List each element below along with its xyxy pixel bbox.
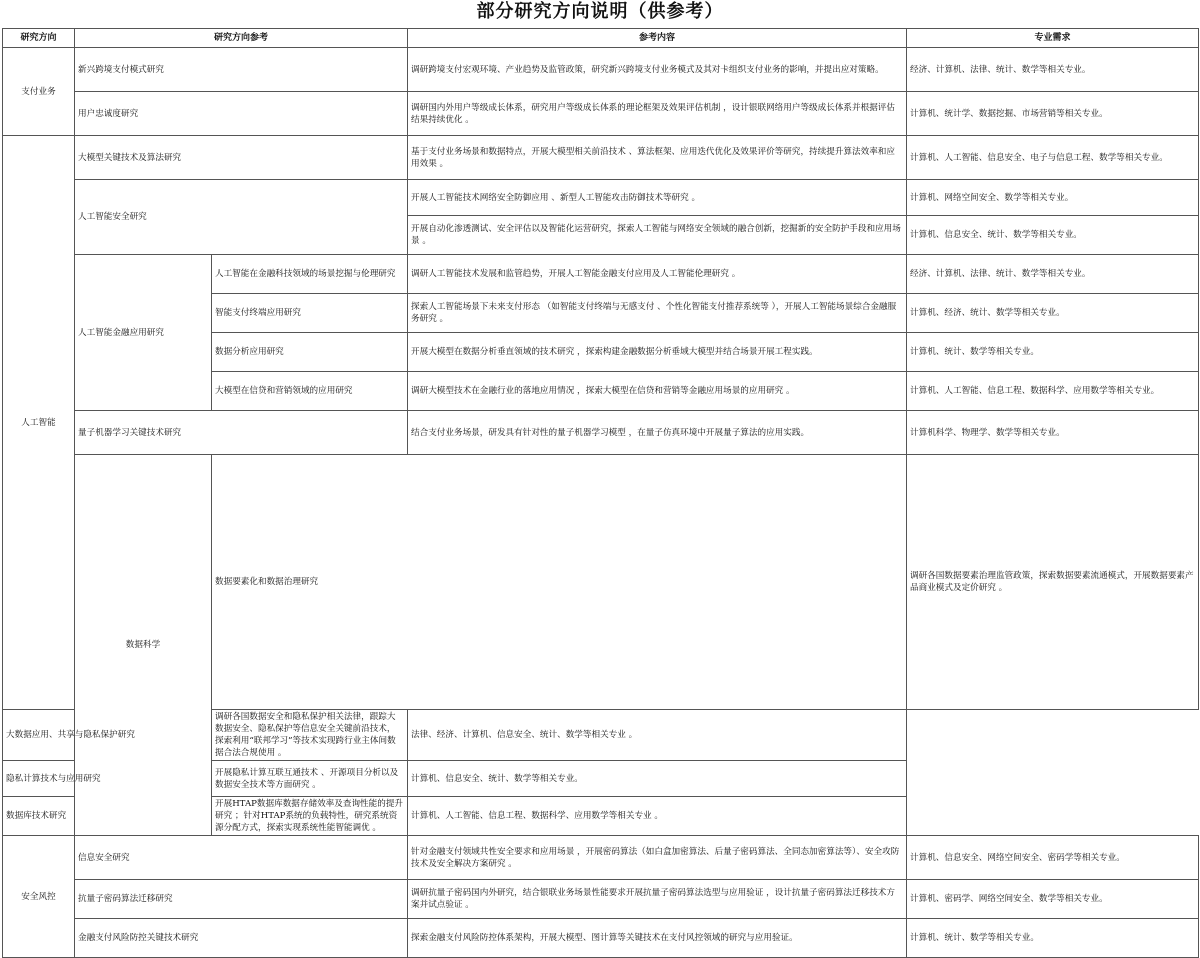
topic-cell: 数据要素化和数据治理研究: [212, 455, 907, 710]
topic-cell: 用户忠诚度研究: [75, 92, 408, 136]
content-cell: 调研各国数据要素治理监管政策，探索数据要素流通模式，开展数据要素产品商业模式及定价研究 。: [907, 455, 1199, 710]
content-cell: 探索人工智能场景下未来支付形态 （如智能支付终端与无感支付 、个性化智能支付推荐系统等 ），开展人工智能场景综合金融服务研究 。: [408, 294, 907, 333]
major-cell: 计算机、信息安全、统计、数学等相关专业。: [408, 761, 907, 797]
major-cell: 计算机、人工智能、信息安全、电子与信息工程、数学等相关专业。: [907, 136, 1199, 180]
direction-cell: 数据科学: [75, 455, 212, 836]
content-cell: 针对金融支付领域共性安全要求和应用场景 ，开展密码算法（如白盒加密算法、后量子密码算法、全同态加密算法等）、安全攻防技术及安全解决方案研究 。: [408, 836, 907, 880]
research-table: [2, 28, 1199, 958]
content-cell: 调研抗量子密码国内外研究，结合银联业务场景性能要求开展抗量子密码算法选型与应用验证 ，设计抗量子密码算法迁移技术方案并试点验证 。: [408, 880, 907, 919]
content-cell: 调研大模型技术在金融行业的落地应用情况 ，探索大模型在信贷和营销等金融应用场景的应用研究 。: [408, 372, 907, 411]
topic-cell: 人工智能金融应用研究: [75, 255, 212, 411]
topic-cell: 人工智能安全研究: [75, 180, 408, 255]
content-cell: 开展自动化渗透测试、安全评估以及智能化运营研究，探索人工智能与网络安全领域的融合创新，挖掘新的安全防护手段和应用场景 。: [408, 216, 907, 255]
table-row: [3, 411, 1199, 455]
table-row: [3, 710, 1199, 761]
table-row: [3, 255, 1199, 294]
topic-cell: 量子机器学习关键技术研究: [75, 411, 408, 455]
subtopic-cell: 大模型在信贷和营销领域的应用研究: [212, 372, 408, 411]
topic-cell: 数据库技术研究: [3, 797, 212, 836]
table-row: [3, 761, 1199, 797]
topic-cell: 抗量子密码算法迁移研究: [75, 880, 408, 919]
content-cell: 探索金融支付风险防控体系架构，开展大模型、图计算等关键技术在支付风控领域的研究与应用验证。: [408, 919, 907, 958]
header-direction: 研究方向: [3, 29, 75, 48]
direction-cell: 人工智能: [3, 136, 75, 710]
table-row: [3, 48, 1199, 92]
subtopic-cell: 数据分析应用研究: [212, 333, 408, 372]
header-row: [3, 29, 1199, 48]
major-cell: 计算机、统计学、数据挖掘、市场营销等相关专业。: [907, 92, 1199, 136]
content-cell: 调研人工智能技术发展和监管趋势，开展人工智能金融支付应用及人工智能伦理研究 。: [408, 255, 907, 294]
content-cell: 调研各国数据安全和隐私保护相关法律，跟踪大数据安全、隐私保护等信息安全关键前沿技术，探索利用“联邦学习”等技术实现跨行业主体间数据合法合规使用 。: [212, 710, 408, 761]
content-cell: 调研国内外用户等级成长体系，研究用户等级成长体系的理论框架及效果评估机制 ，设计银联网络用户等级成长体系并根据评估结果持续优化 。: [408, 92, 907, 136]
subtopic-cell: 智能支付终端应用研究: [212, 294, 408, 333]
content-cell: 结合支付业务场景，研发具有针对性的量子机器学习模型 ，在量子仿真环境中开展量子算法的应用实践。: [408, 411, 907, 455]
table-row: [3, 880, 1199, 919]
major-cell: 计算机、人工智能、信息工程、数据科学、应用数学等相关专业 。: [408, 797, 907, 836]
major-cell: 计算机、经济、统计、数学等相关专业。: [907, 294, 1199, 333]
major-cell: 法律、经济、计算机、信息安全、统计、数学等相关专业 。: [408, 710, 907, 761]
topic-cell: 隐私计算技术与应用研究: [3, 761, 212, 797]
topic-cell: 新兴跨境支付模式研究: [75, 48, 408, 92]
header-major: 专业需求: [907, 29, 1199, 48]
content-cell: 开展大模型在数据分析垂直领域的技术研究 ，探索构建金融数据分析垂域大模型并结合场景开展工程实践。: [408, 333, 907, 372]
topic-cell: 信息安全研究: [75, 836, 408, 880]
table-row: [3, 919, 1199, 958]
table-row: [3, 180, 1199, 216]
direction-cell: 支付业务: [3, 48, 75, 136]
content-cell: 基于支付业务场景和数据特点，开展大模型相关前沿技术 、算法框架、应用迭代优化及效果评价等研究，持续提升算法效率和应用效果 。: [408, 136, 907, 180]
major-cell: 计算机科学、物理学、数学等相关专业。: [907, 411, 1199, 455]
content-cell: 开展HTAP数据库数据存储效率及查询性能的提升研究 ；针对HTAP系统的负载特性，研究系统资源分配方式，探索实现系统性能智能调优 。: [212, 797, 408, 836]
table-row: [3, 455, 1199, 710]
major-cell: 计算机、密码学、网络空间安全、数学等相关专业。: [907, 880, 1199, 919]
content-cell: 开展人工智能技术网络安全防御应用 、新型人工智能攻击防御技术等研究 。: [408, 180, 907, 216]
header-topic: 研究方向参考: [75, 29, 408, 48]
major-cell: 计算机、网络空间安全、数学等相关专业。: [907, 180, 1199, 216]
table-row: [3, 797, 1199, 836]
table-row: [3, 92, 1199, 136]
page-title: 部分研究方向说明（供参考）: [476, 1, 724, 22]
topic-cell: 大模型关键技术及算法研究: [75, 136, 408, 180]
major-cell: 经济、计算机、法律、统计、数学等相关专业。: [907, 48, 1199, 92]
table-row: [3, 836, 1199, 880]
subtopic-cell: 人工智能在金融科技领域的场景挖掘与伦理研究: [212, 255, 408, 294]
major-cell: 计算机、统计、数学等相关专业。: [907, 919, 1199, 958]
major-cell: 计算机、信息安全、网络空间安全、密码学等相关专业。: [907, 836, 1199, 880]
topic-cell: 金融支付风险防控关键技术研究: [75, 919, 408, 958]
major-cell: 计算机、统计、数学等相关专业。: [907, 333, 1199, 372]
direction-cell: 安全风控: [3, 836, 75, 958]
major-cell: 计算机、人工智能、信息工程、数据科学、应用数学等相关专业。: [907, 372, 1199, 411]
table-row: [3, 136, 1199, 180]
content-cell: 调研跨境支付宏观环境、产业趋势及监管政策，研究新兴跨境支付业务模式及其对卡组织支付业务的影响，并提出应对策略。: [408, 48, 907, 92]
major-cell: 经济、计算机、法律、统计、数学等相关专业。: [907, 255, 1199, 294]
header-content: 参考内容: [408, 29, 907, 48]
topic-cell: 大数据应用、共享与隐私保护研究: [3, 710, 212, 761]
content-cell: 开展隐私计算互联互通技术 、开源项目分析以及数据安全技术等方面研究 。: [212, 761, 408, 797]
major-cell: 计算机、信息安全、统计、数学等相关专业。: [907, 216, 1199, 255]
